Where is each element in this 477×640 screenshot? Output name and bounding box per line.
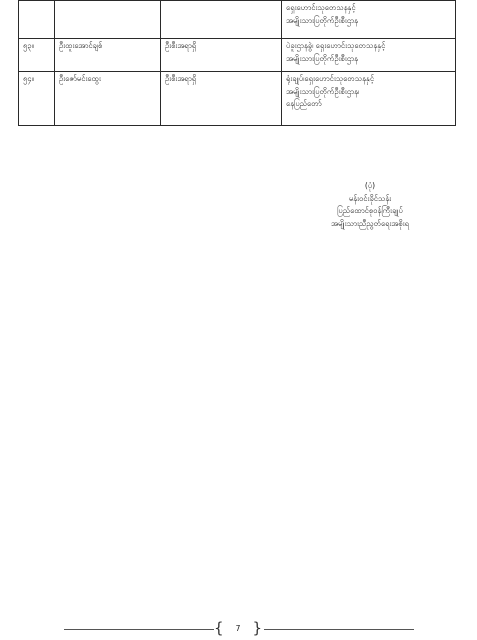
position-cell: ဦးစီးအရာရှိ [161, 72, 282, 126]
position-cell [161, 1, 282, 39]
page-number-box [214, 621, 262, 637]
table-row [19, 1, 456, 39]
department-line: ရုံးချုပ်၊ရှေးဟောင်းသုတေသနနှင့် [286, 74, 375, 83]
row-number-cell: ၅၃။ [19, 39, 55, 72]
row-number-cell [19, 1, 55, 39]
seal-placeholder: (ပုံ) [364, 181, 376, 190]
left-brace-icon: { [214, 619, 224, 637]
department-cell [282, 72, 456, 126]
footer-rule-right [264, 629, 414, 630]
department-line: နေပြည်တော် [286, 99, 322, 108]
row-number-cell: ၅၄။ [19, 72, 55, 126]
department-line: အမျိုးသားပြတိုက်ဦးစီးဌာန [286, 53, 358, 63]
signatory-name: မန်းဝင်းခိုင်သန်း [348, 193, 392, 203]
signatory-title: ပြည်ထောင်စုဝန်ကြီးချုပ် [337, 206, 403, 215]
department-cell [282, 1, 456, 39]
page-number: 7 [235, 624, 241, 633]
department-cell [282, 39, 456, 72]
department-line: ရှေးဟောင်းသုတေသနနှင့် [286, 3, 356, 12]
department-line: အမျိုးသားပြတိုက်ဦးစီးဌာန [286, 15, 358, 25]
footer-rule-left [64, 629, 214, 630]
signature-block [300, 180, 440, 230]
name-cell: ဦးထူးအောင်ချစ် [55, 39, 161, 72]
table-row [19, 72, 456, 126]
name-cell: ဦးဇော်မင်းထွေး [55, 72, 161, 126]
department-line: အမျိုးသားပြတိုက်ဦးစီးဌာန၊ [286, 86, 360, 96]
position-cell: ဦးစီးအရာရှိ [161, 39, 282, 72]
table-row [19, 39, 456, 72]
staff-table [18, 0, 456, 126]
right-brace-icon: } [252, 619, 262, 637]
signatory-organization: အမျိုးသားညီညွတ်ရေးအစိုးရ [331, 218, 409, 228]
name-cell [55, 1, 161, 39]
department-line: ပဲခူးဌာနခွဲ၊ ရှေးဟောင်းသုတေသနနှင့် [286, 41, 386, 50]
